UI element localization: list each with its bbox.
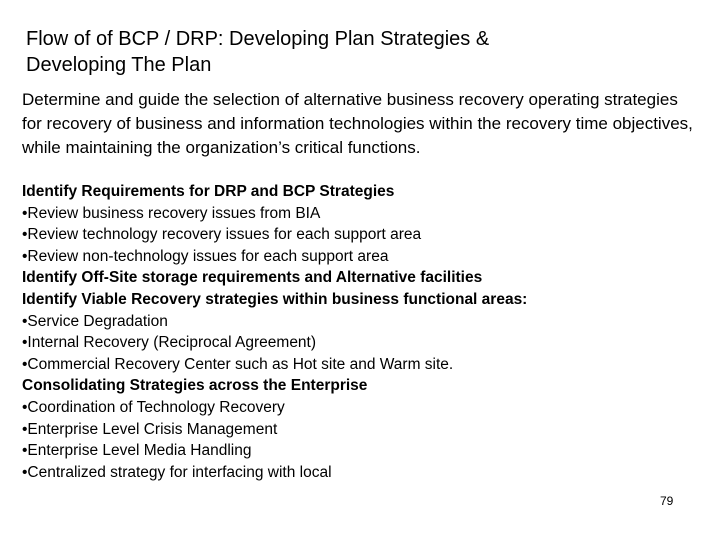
intro-paragraph: Determine and guide the selection of alternative business recovery operating strategies for recovery of business and information technologies within the recovery time objectives, while maintaining the organization’s critical functions. [22,90,693,157]
list-item: Identify Viable Recovery strategies within business functional areas: [22,290,528,308]
page-number: 79 [660,494,674,508]
list-item: •Commercial Recovery Center such as Hot site and Warm site. [22,355,454,373]
list-item: •Review business recovery issues from BIA [22,204,321,222]
list-item: Consolidating Strategies across the Enterprise [22,377,368,395]
list-item: •Review non-technology issues for each support area [22,247,389,265]
list-item: •Centralized strategy for interfacing with local [22,463,332,481]
slide-title-line-1: Flow of of BCP / DRP: Developing Plan Strategies & [26,28,490,50]
list-item: •Review technology recovery issues for each support area [22,226,422,244]
slide-title-line-2: Developing The Plan [26,54,212,76]
list-item: •Enterprise Level Crisis Management [22,420,278,438]
slide-title [26,26,686,78]
list-item: •Service Degradation [22,312,168,330]
list-item: Identify Requirements for DRP and BCP Strategies [22,183,395,200]
list-item: •Coordination of Technology Recovery [22,398,285,416]
list-item: •Internal Recovery (Reciprocal Agreement) [22,334,317,352]
list-item: •Enterprise Level Media Handling [22,442,252,460]
list-item: Identify Off-Site storage requirements and Alternative facilities [22,269,483,287]
strategy-list [22,181,698,483]
